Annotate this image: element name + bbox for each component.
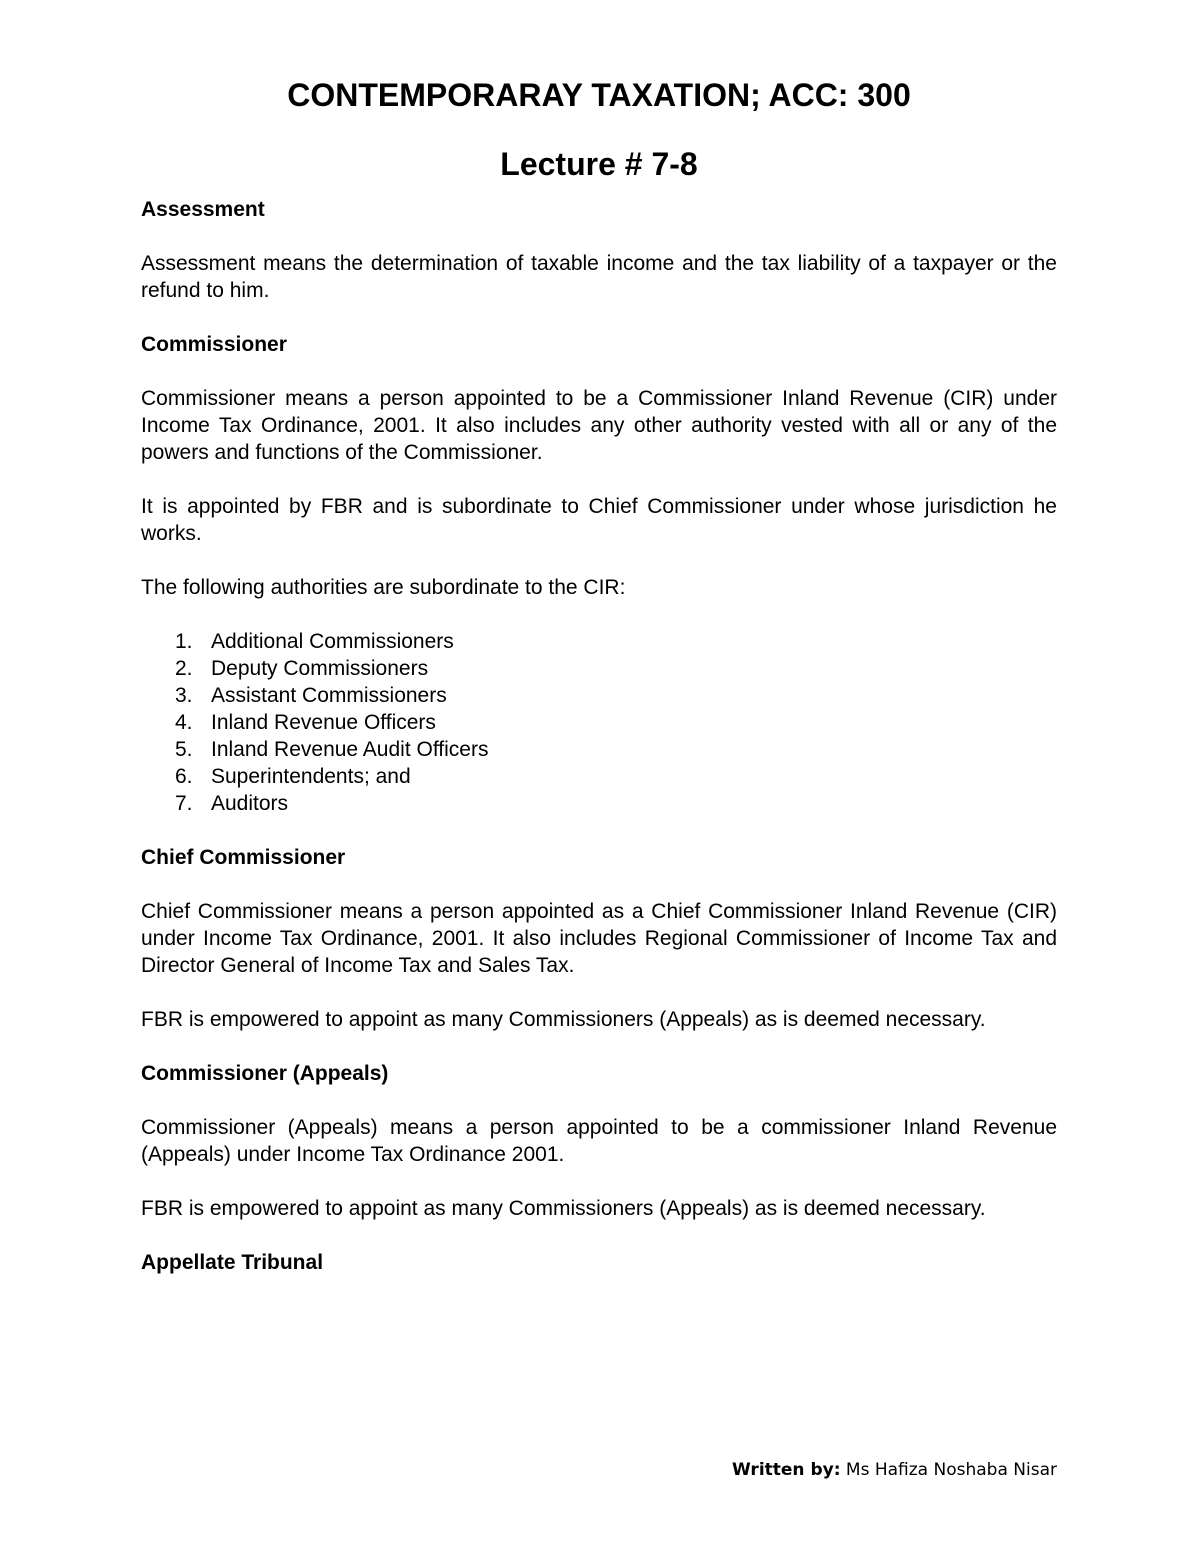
commissioner-appeals-fbr-note: FBR is empowered to appoint as many Commissioners (Appeals) as is deemed necessary. xyxy=(141,1197,986,1220)
list-item-text: Deputy Commissioners xyxy=(211,657,429,680)
section-heading-appellate-tribunal: Appellate Tribunal xyxy=(141,1251,324,1274)
list-item-number: 2. xyxy=(175,657,193,680)
section-heading-commissioner-appeals: Commissioner (Appeals) xyxy=(141,1062,389,1085)
list-item-number: 7. xyxy=(175,792,193,815)
lecture-number: Lecture # 7-8 xyxy=(500,146,698,182)
list-item-number: 3. xyxy=(175,684,193,707)
list-item xyxy=(175,682,1057,709)
list-item-text: Inland Revenue Officers xyxy=(211,711,436,734)
list-item xyxy=(175,655,1057,682)
section-heading-chief-commissioner: Chief Commissioner xyxy=(141,846,346,869)
list-item-number: 4. xyxy=(175,711,193,734)
section-heading-assessment: Assessment xyxy=(141,198,265,221)
list-item-text: Assistant Commissioners xyxy=(211,684,447,707)
list-item-number: 5. xyxy=(175,738,193,761)
list-item-number: 1. xyxy=(175,630,193,653)
list-item xyxy=(175,736,1057,763)
commissioner-appointment: It is appointed by FBR and is subordinate to Chief Commissioner under whose jurisdiction he works. xyxy=(141,495,1057,545)
chief-commissioner-fbr-note: FBR is empowered to appoint as many Commissioners (Appeals) as is deemed necessary. xyxy=(141,1008,986,1031)
section-appellate-tribunal xyxy=(141,1249,1057,1276)
commissioner-definition: Commissioner means a person appointed to be a Commissioner Inland Revenue (CIR) under Income Tax Ordinance, 2001. It also includes any other authority vested with all or any of the powers and functions of the Commissioner. xyxy=(141,387,1057,464)
document-title: CONTEMPORARAY TAXATION; ACC: 300 xyxy=(287,77,911,113)
document-body xyxy=(141,76,1057,1276)
list-item-text: Superintendents; and xyxy=(211,765,411,788)
footer-label: Written by: xyxy=(731,1460,841,1480)
list-item-text: Additional Commissioners xyxy=(211,630,454,653)
chief-commissioner-definition: Chief Commissioner means a person appointed as a Chief Commissioner Inland Revenue (CIR) under Income Tax Ordinance, 2001. It also includes Regional Commissioner of Income Tax and Director General of Income Tax and Sales Tax. xyxy=(141,900,1057,977)
list-item xyxy=(175,790,1057,817)
list-item-text: Inland Revenue Audit Officers xyxy=(211,738,489,761)
section-chief-commissioner xyxy=(141,844,1057,1033)
section-heading-commissioner: Commissioner xyxy=(141,333,287,356)
commissioner-appeals-definition: Commissioner (Appeals) means a person appointed to be a commissioner Inland Revenue (Appeals) under Income Tax Ordinance 2001. xyxy=(141,1116,1057,1166)
list-item xyxy=(175,628,1057,655)
list-item xyxy=(175,709,1057,736)
list-item-text: Auditors xyxy=(211,792,289,815)
assessment-definition: Assessment means the determination of taxable income and the tax liability of a taxpayer or the refund to him. xyxy=(141,252,1057,302)
commissioner-subordinates-intro: The following authorities are subordinate to the CIR: xyxy=(141,576,626,599)
footer-author: Ms Hafiza Noshaba Nisar xyxy=(845,1460,1057,1480)
page-footer xyxy=(732,1459,1057,1481)
subordinate-authorities-list xyxy=(141,628,1057,817)
list-item xyxy=(175,763,1057,790)
section-commissioner xyxy=(141,331,1057,817)
list-item-number: 6. xyxy=(175,765,193,788)
section-commissioner-appeals xyxy=(141,1060,1057,1222)
section-assessment xyxy=(141,196,1057,304)
